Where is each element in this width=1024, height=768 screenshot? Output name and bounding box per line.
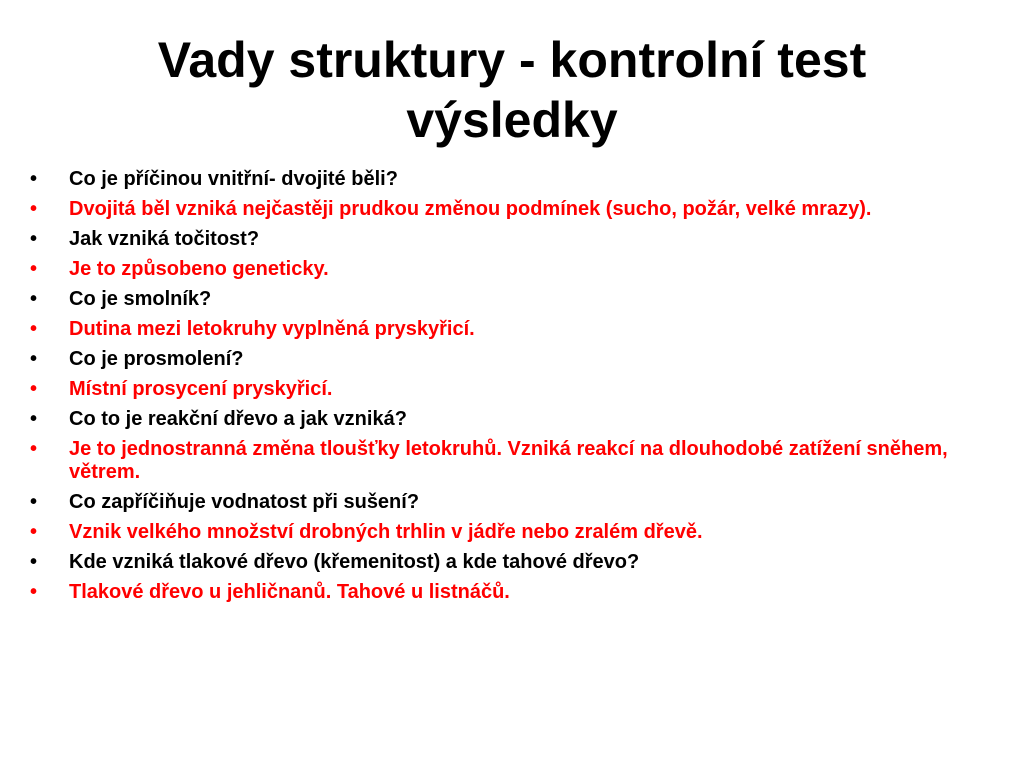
bullet-dot-icon: • xyxy=(30,408,38,430)
question-text: Co zapříčiňuje vodnatost při sušení? xyxy=(69,491,420,513)
bullet-list xyxy=(30,168,990,611)
answer-text: Dvojitá běl vzniká nejčastěji prudkou změnou podmínek (sucho, požár, velké mrazy). xyxy=(69,198,872,220)
answer-item xyxy=(30,318,990,341)
bullet-dot-icon: • xyxy=(30,521,38,543)
bullet-dot-icon: • xyxy=(30,438,38,460)
answer-item xyxy=(30,378,990,401)
bullet-dot-icon: • xyxy=(30,378,38,400)
bullet-dot-icon: • xyxy=(30,228,38,250)
bullet-dot-icon: • xyxy=(30,348,38,370)
question-item xyxy=(30,408,990,431)
answer-text: Vznik velkého množství drobných trhlin v jádře nebo zralém dřevě. xyxy=(69,521,703,543)
bullet-dot-icon: • xyxy=(30,551,38,573)
question-text: Co je smolník? xyxy=(69,288,212,310)
answer-text: Místní prosycení pryskyřicí. xyxy=(69,378,333,400)
question-text: Co je prosmolení? xyxy=(69,348,244,370)
question-item xyxy=(30,228,990,251)
question-item xyxy=(30,168,990,191)
question-item xyxy=(30,348,990,371)
answer-item xyxy=(30,438,990,484)
answer-text: Je to způsobeno geneticky. xyxy=(69,258,329,280)
slide-title-line-2: výsledky xyxy=(406,92,618,148)
answer-item xyxy=(30,581,990,604)
answer-item xyxy=(30,198,990,221)
bullet-dot-icon: • xyxy=(30,258,38,280)
bullet-dot-icon: • xyxy=(30,288,38,310)
slide-title xyxy=(40,30,984,150)
bullet-dot-icon: • xyxy=(30,581,38,603)
question-text: Co to je reakční dřevo a jak vzniká? xyxy=(69,408,407,430)
answer-item xyxy=(30,521,990,544)
answer-text: Je to jednostranná změna tloušťky letokruhů. Vzniká reakcí na dlouhodobé zatížení sněhem, větrem. xyxy=(69,438,948,483)
bullet-dot-icon: • xyxy=(30,318,38,340)
bullet-dot-icon: • xyxy=(30,168,38,190)
question-text: Jak vzniká točitost? xyxy=(69,228,260,250)
question-text: Kde vzniká tlakové dřevo (křemenitost) a kde tahové dřevo? xyxy=(69,551,640,573)
question-item xyxy=(30,491,990,514)
answer-text: Tlakové dřevo u jehličnanů. Tahové u listnáčů. xyxy=(69,581,510,603)
bullet-dot-icon: • xyxy=(30,198,38,220)
answer-text: Dutina mezi letokruhy vyplněná pryskyřicí. xyxy=(69,318,475,340)
bullet-dot-icon: • xyxy=(30,491,38,513)
question-item xyxy=(30,551,990,574)
question-item xyxy=(30,288,990,311)
question-text: Co je příčinou vnitřní- dvojité běli? xyxy=(69,168,398,190)
slide-title-line-1: Vady struktury - kontrolní test xyxy=(157,32,867,88)
answer-item xyxy=(30,258,990,281)
